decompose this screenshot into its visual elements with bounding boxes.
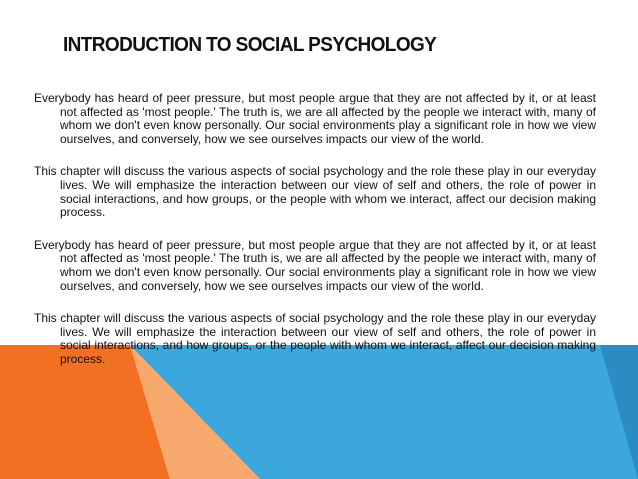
paragraph: This chapter will discuss the various aspects of social psychology and the role these play in our everyday lives. We will emphasize the interaction between our view of self and others, the role of power in social interactions, and how groups, or the people with whom we interact, affect our decision making process. — [34, 164, 596, 220]
slide-body — [34, 92, 596, 386]
paragraph: This chapter will discuss the various aspects of social psychology and the role these play in our everyday lives. We will emphasize the interaction between our view of self and others, the role of power in social interactions, and how groups, or the people with whom we interact, affect our decision making process. — [34, 311, 596, 366]
paragraph: Everybody has heard of peer pressure, but most people argue that they are not affected by it, or at least not affected as 'most people.' The truth is, we are all affected by the people we interact with, many of whom we don't even know personally. Our social environments play a significant role in how we view ourselves, and conversely, how we see ourselves impacts our view of the world. — [34, 91, 596, 146]
paragraph: Everybody has heard of peer pressure, but most people argue that they are not affected by it, or at least not affected as 'most people.' The truth is, we are all affected by the people we interact with, many of whom we don't even know personally. Our social environments play a significant role in how we view ourselves, and conversely, how we see ourselves impacts our view of the world. — [34, 237, 596, 293]
slide-title: INTRODUCTION TO SOCIAL PSYCHOLOGY — [63, 34, 437, 57]
